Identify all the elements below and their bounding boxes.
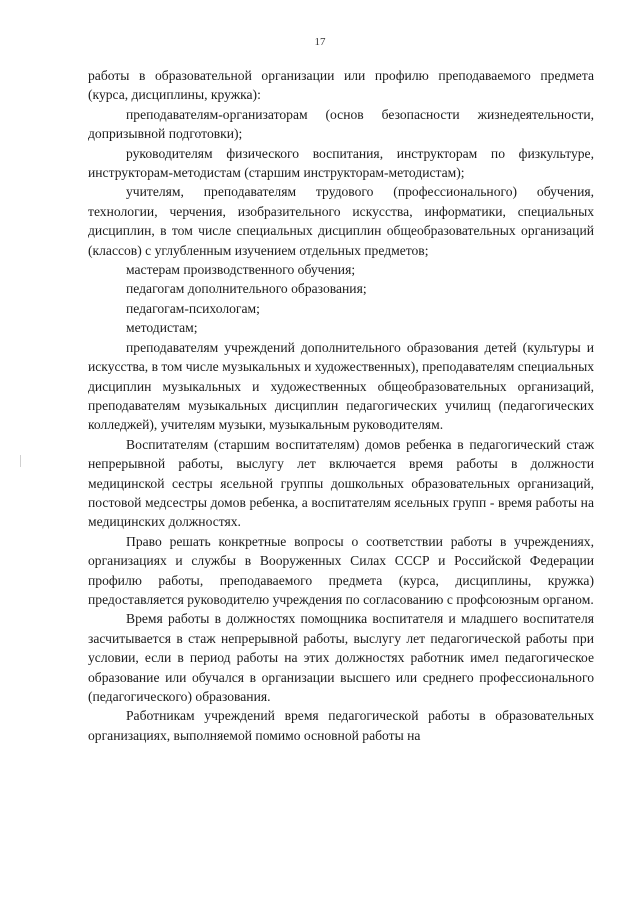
paragraph: педагогам-психологам; bbox=[126, 300, 260, 316]
paragraph: Воспитателям (старшим воспитателям) домов ребенка в педагогический стаж непрерывной работы, выслугу лет включается время работы в должности медицинской сестры ясельной группы дошкольных образовательных организаций, постовой медсестры домов ребенка, а воспитателям ясельных групп - время работы на медицинских должностях. bbox=[88, 436, 594, 530]
paragraph: Право решать конкретные вопросы о соответствии работы в учреждениях, организациях и службы в Вооруженных Силах СССР и Российской Федерации профилю работы, преподаваемого предмета (курса, дисциплины, кружка) предоставляется руководителю учреждения по согласованию с профсоюзным органом. bbox=[88, 533, 594, 607]
paragraph: учителям, преподавателям трудового (профессионального) обучения, технологии, черчения, изобразительного искусства, информатики, специальных дисциплин, в том числе специальных дисциплин общеобразовательных организаций (классов) с углубленным изучением отдельных предметов; bbox=[88, 184, 594, 258]
paragraph: мастерам производственного обучения; bbox=[126, 262, 356, 278]
paragraph: Работникам учреждений время педагогической работы в образовательных организациях, выполняемой помимо основной работы на bbox=[88, 708, 594, 743]
paragraph: работы в образовательной организации или профилю преподаваемого предмета (курса, дисциплины, кружка): bbox=[88, 68, 594, 103]
paragraph: преподавателям учреждений дополнительного образования детей (культуры и искусства, в том числе музыкальных и художественных), преподавателям специальных дисциплин музыкальных и художественных общеобразовательных организаций, преподавателям музыкальных дисциплин педагогических училищ (педагогических колледжей), учителям музыки, музыкальным руководителям. bbox=[88, 339, 595, 433]
page-number: 17 bbox=[314, 36, 326, 48]
paragraph: Время работы в должностях помощника воспитателя и младшего воспитателя засчитывается в стаж непрерывной работы, выслугу лет педагогической работы при условии, если в период работы на этих должностях работник имел педагогическое образование или обучался в организации высшего или среднего профессионального (педагогического) образования. bbox=[88, 611, 594, 704]
paragraph: педагогам дополнительного образования; bbox=[126, 281, 367, 297]
paragraph: преподавателям-организаторам (основ безопасности жизнедеятельности, допризывной подготовки); bbox=[88, 106, 594, 142]
margin-mark bbox=[20, 455, 21, 467]
paragraph: методистам; bbox=[126, 320, 198, 336]
paragraph: руководителям физического воспитания, инструкторам по физкультуре, инструкторам-методистам (старшим инструкторам-методистам); bbox=[88, 145, 594, 181]
document-body bbox=[88, 66, 594, 745]
